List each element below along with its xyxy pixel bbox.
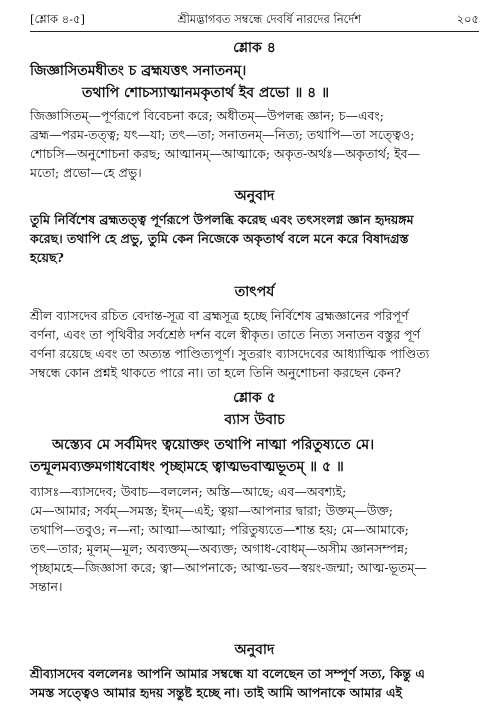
purport-line: বর্ণনা রয়েছে এবং তা অত্যন্ত পাণ্ডিত্যপূর্ণ। সুতরাং ব্যাসদেবের আধ্যাত্মিক পাণ্ডিত্য [30, 346, 430, 361]
verse-line: তন্মূলমব্যক্তমগাধবোধং পৃচ্ছামহে ত্বাত্মভবাত্মভূতম্ ॥ ৫ ॥ [30, 459, 344, 475]
verse-4-purport [30, 306, 479, 382]
verse-5-translation-heading: অনুবাদ [234, 642, 275, 658]
synonym-line: জিজ্ঞাসিতম্—পূর্ণরূপে বিবেচনা করে; অধীতম্—উপলব্ধ জ্ঞান; চ—এবং; [30, 108, 385, 123]
verse-line: তথাপি শোচস্যাত্মানমকৃতার্থ ইব প্রভো ॥ ৪ ॥ [82, 85, 329, 101]
purport-line: বর্ণনা, এবং তা পৃথিবীর সর্বশ্রেষ্ঠ দর্শন বলে স্বীকৃত। তাতে নিত্য সনাতন বস্তুর পূর্ণ [30, 327, 421, 342]
verse-line: অস্ত্যেব মে সর্বমিদং ত্বয়োক্তং তথাপি নাত্মা পরিতুষ্যতে মে। [52, 437, 375, 453]
header-divider [30, 31, 479, 32]
synonym-line: সন্তান। [30, 579, 63, 594]
verse-4-synonyms [30, 106, 479, 182]
verse-5-translation [30, 664, 479, 702]
verse-4-translation-heading: অনুবাদ [234, 188, 275, 204]
page-number: ২০৫ [456, 12, 479, 26]
verse-5-speaker: ব্যাস উবাচ [224, 412, 285, 428]
synonym-line: ব্রহ্ম—পরম-তত্ত্ব; যৎ—যা; তৎ—তা; সনাতনম্—নিত্য; তথাপি—তা সত্ত্বেও; [30, 127, 415, 142]
verse-5-synonyms [30, 482, 479, 596]
synonym-line: ব্যাসঃ—ব্যাসদেব; উবাচ—বললেন; অস্তি—আছে; এব—অবশ্যই; [30, 484, 347, 499]
translation-line: তুমি নির্বিশেষ ব্রহ্মতত্ত্ব পূর্ণরূপে উপলব্ধি করেছ এবং তৎসংলগ্ন জ্ঞান হৃদয়ঙ্গম [30, 212, 414, 227]
synonym-line: তৎ—তার; মূলম্—মূল; অব্যক্তম্—অব্যক্ত; অগাধ-বোধম্—অসীম জ্ঞানসম্পন্ন; [30, 541, 409, 556]
translation-line: হয়েছ? [30, 250, 64, 265]
synonym-line: তথাপি—তবুও; ন—না; আত্মা—আত্মা; পরিতুষ্যতে—শান্ত হয়; মে—আমাকে; [30, 522, 409, 537]
translation-line: শ্রীব্যাসদেব বললেনঃ আপনি আমার সম্বন্ধে যা বলেছেন তা সম্পূর্ণ সত্য, কিন্তু এ [30, 666, 425, 681]
synonym-line: মতো; প্রভো—হে প্রভু। [30, 165, 142, 180]
translation-line: সমস্ত সত্ত্বেও আমার হৃদয় সন্তুষ্ট হচ্ছে না। তাই আমি আপনাকে আমার এই [30, 685, 403, 700]
translation-line: করেছ। তথাপি হে প্রভু, তুমি কেন নিজেকে অকৃতার্থ বলে মনে করে বিষাদগ্রস্ত [30, 231, 409, 246]
synonym-line: মে—আমার; সর্বম্—সমস্ত; ইদম্—এই; ত্বয়া—আপনার দ্বারা; উক্তম্—উক্ত; [30, 503, 393, 518]
header-verse-range: [শ্লোক ৪-৫] [30, 12, 85, 26]
verse-5-title: শ্লোক ৫ [233, 390, 276, 406]
page-header [30, 8, 479, 30]
purport-line: শ্রীল ব্যাসদেব রচিত বেদান্ত-সূত্র বা ব্রহ্মসূত্র হচ্ছে নির্বিশেষ ব্রহ্মজ্ঞানের পরিপূর্ণ [30, 308, 409, 323]
purport-line: সম্বন্ধে কোন প্রশ্নই থাকতে পারে না। তা হলে তিনি অনুশোচনা করছেন কেন? [30, 365, 402, 380]
verse-line: জিজ্ঞাসিতমধীতং চ ব্রহ্মযত্তৎ সনাতনম্। [30, 63, 247, 79]
verse-5-text [30, 434, 479, 478]
verse-4-title: শ্লোক ৪ [233, 40, 276, 56]
synonym-line: পৃচ্ছামহে—জিজ্ঞাসা করে; ত্বা—আপনাকে; আত্ম-ভব—স্বয়ং-জন্মা; আত্ম-ভূতম্— [30, 560, 427, 575]
verse-4-translation [30, 210, 479, 267]
header-chapter-title: শ্রীমদ্ভাগবত সম্বন্ধে দেবর্ষি নারদের নির্দেশ [177, 12, 362, 26]
synonym-line: শোচসি—অনুশোচনা করছ; আত্মানম্—আত্মাকে; অকৃত-অর্থঃ—অকৃতার্থ; ইব— [30, 146, 421, 161]
verse-4-purport-heading: তাৎপর্য [234, 284, 275, 300]
verse-4-text [30, 60, 479, 104]
